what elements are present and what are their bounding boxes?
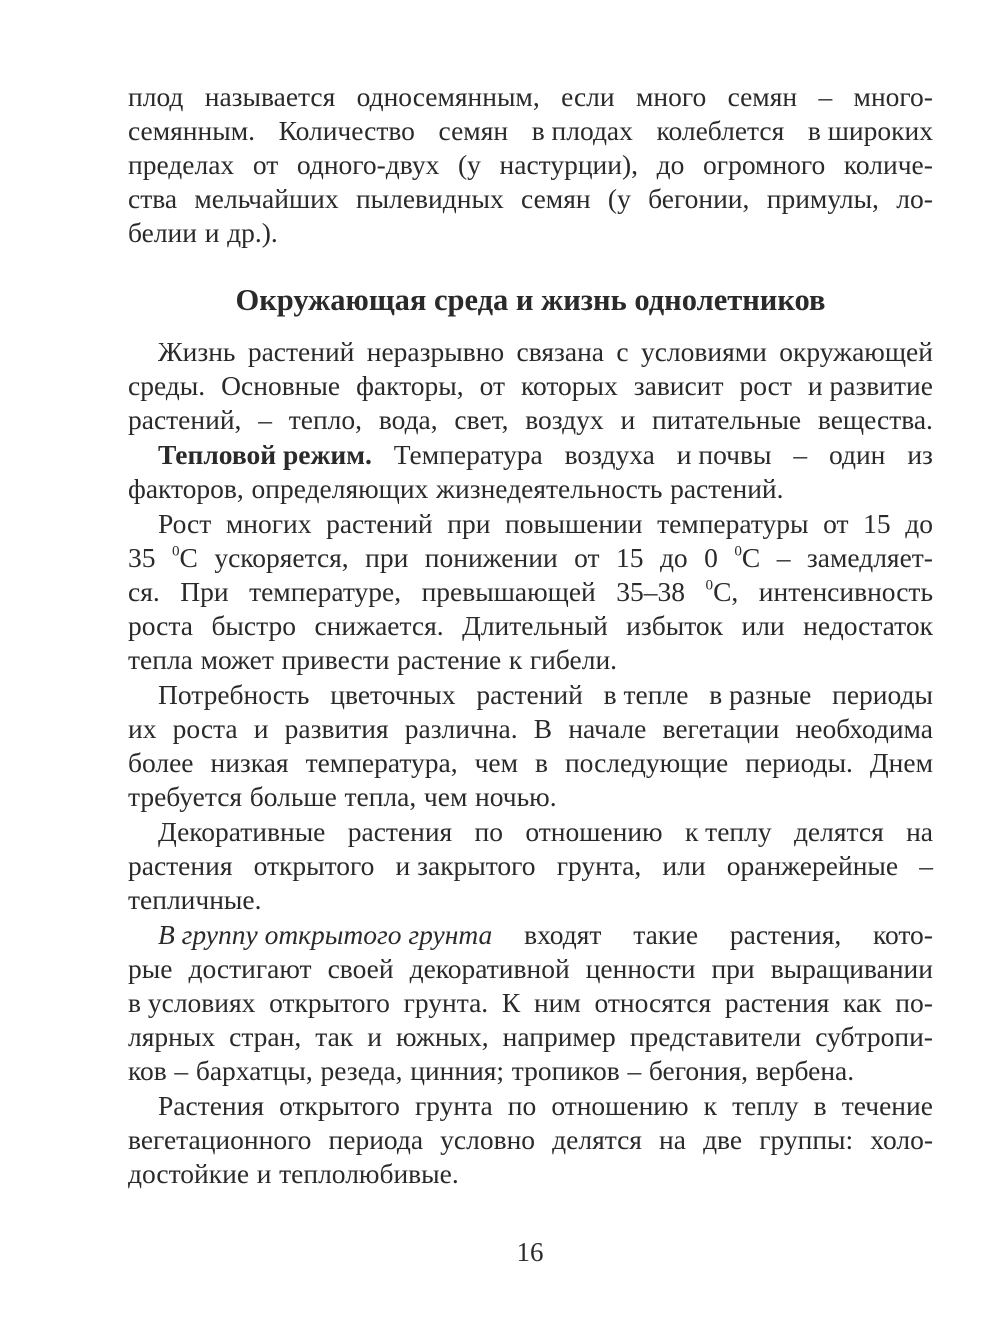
bold-lead-in: Тепловой режим.	[158, 439, 372, 470]
word: так	[315, 1021, 354, 1052]
word: на	[906, 816, 933, 847]
word: выращивании	[770, 953, 933, 984]
word: –	[627, 1055, 642, 1086]
word: к	[508, 644, 523, 675]
text-line	[128, 335, 933, 369]
text-line	[128, 815, 933, 849]
degree-mark: 0	[171, 543, 180, 560]
word: в	[813, 1090, 827, 1121]
word: больше	[249, 781, 337, 812]
word: факторы,	[356, 370, 464, 401]
para-thermal-regime	[128, 438, 933, 506]
word: –	[919, 850, 933, 881]
italic-lead-in: В группу открытого грунта	[158, 919, 493, 950]
word: Количество	[278, 115, 415, 146]
word: (у	[457, 149, 481, 180]
word: К	[501, 987, 521, 1018]
text-line	[128, 952, 933, 986]
text-line	[128, 746, 933, 780]
word: рые	[128, 953, 173, 984]
word: вещества.	[817, 404, 933, 435]
word: недостаток	[803, 610, 933, 641]
word: факторов,	[128, 473, 244, 504]
word: бегонии,	[648, 183, 750, 214]
word: декоративной	[409, 953, 570, 984]
word: один	[829, 439, 886, 470]
word: до	[659, 542, 688, 573]
word: открытого	[279, 1090, 400, 1121]
word: течение	[841, 1090, 933, 1121]
word: требуется	[128, 781, 243, 812]
word: вегетации	[662, 713, 780, 744]
word: достойкие	[128, 1158, 250, 1189]
text-line	[128, 575, 933, 609]
word: и	[620, 404, 636, 435]
text-line	[128, 182, 933, 216]
word: отношению	[525, 816, 663, 847]
word: как	[843, 987, 882, 1018]
word: развития	[284, 713, 389, 744]
word: воздух	[525, 404, 604, 435]
word: тепло,	[288, 404, 363, 435]
word: растения	[724, 987, 830, 1018]
word: стран,	[229, 1021, 302, 1052]
word: к	[703, 1090, 718, 1121]
word: Растения	[158, 1090, 265, 1121]
word: определяющих	[251, 473, 429, 504]
word: условиями	[640, 336, 767, 367]
word: многих	[225, 508, 312, 539]
word: с	[616, 336, 629, 367]
word: зависит	[633, 370, 724, 401]
word: их	[128, 713, 157, 744]
word: 0	[704, 542, 718, 573]
text-line	[128, 369, 933, 403]
word: от	[479, 370, 506, 401]
word: входят	[524, 919, 602, 950]
word: семян	[727, 81, 798, 112]
word: растение	[397, 644, 502, 675]
word: температуре,	[249, 576, 402, 607]
word: настурции),	[499, 149, 639, 180]
word: кото-	[873, 919, 933, 950]
word: много	[635, 81, 707, 112]
word: При	[180, 576, 229, 607]
word: рост	[739, 370, 792, 401]
word: ценности	[585, 953, 696, 984]
word: представители	[629, 1021, 802, 1052]
word: и	[367, 1021, 382, 1052]
word: до	[905, 508, 933, 539]
text-line	[128, 1020, 933, 1054]
word: роста	[172, 713, 238, 744]
para-intro	[128, 80, 933, 250]
word: растения,	[729, 919, 842, 950]
word: $^0$С	[171, 542, 198, 573]
text-line	[128, 148, 933, 182]
word: грунта	[414, 1090, 493, 1121]
text-line	[128, 541, 933, 575]
word: –	[258, 404, 272, 435]
word: ночью.	[475, 781, 557, 812]
word: тепла,	[344, 781, 417, 812]
word: 35	[128, 542, 156, 573]
word: различна.	[404, 713, 518, 744]
word: вода,	[378, 404, 438, 435]
word: Днем	[869, 747, 933, 778]
word: от	[574, 542, 600, 573]
word: одного-двух	[296, 149, 440, 180]
word: при	[711, 953, 755, 984]
word: открытого	[253, 850, 375, 881]
word: Основные	[221, 370, 341, 401]
word: пылевидных	[355, 183, 504, 214]
word: мельчайших	[194, 183, 339, 214]
word: по-	[895, 987, 933, 1018]
word: 15	[863, 508, 891, 539]
word: колеблется	[656, 115, 785, 146]
word: до	[656, 149, 685, 180]
text-line	[128, 780, 933, 814]
word: в тепле	[603, 679, 689, 710]
word: тепла	[128, 644, 193, 675]
text-line	[128, 883, 933, 917]
text-line	[128, 80, 933, 114]
text-line	[128, 1089, 933, 1123]
word: ускоряется,	[214, 542, 349, 573]
word: например	[502, 1021, 616, 1052]
word: растений	[476, 679, 583, 710]
word: начале	[568, 713, 647, 744]
word: холо-	[870, 1124, 933, 1155]
word: пределах	[128, 149, 235, 180]
word: которых	[521, 370, 618, 401]
word: неразрывно	[366, 336, 505, 367]
word: воздуха	[564, 439, 655, 470]
word: много-	[853, 81, 933, 112]
word: растений	[247, 336, 355, 367]
word: в плодах	[531, 115, 633, 146]
word: по	[474, 816, 504, 847]
word: оранжерейные	[726, 850, 899, 881]
para-open-ground-group	[128, 918, 933, 1088]
word: питательные	[651, 404, 802, 435]
word: тепличные.	[128, 884, 262, 915]
word: $^0$С,	[705, 576, 739, 607]
word: окружающей	[779, 336, 933, 367]
word: превышающей	[421, 576, 596, 607]
word: и почвы	[676, 439, 772, 470]
word: при	[365, 542, 409, 573]
text-line	[128, 643, 933, 677]
word: ло-	[896, 183, 933, 214]
word: растений	[326, 508, 433, 539]
para-decorative-division	[128, 815, 933, 917]
word: резеда,	[320, 1055, 403, 1086]
word: периоды	[832, 679, 933, 710]
word: периода	[328, 1124, 424, 1155]
word: В	[533, 713, 553, 744]
word: семян	[438, 115, 509, 146]
word: в условиях	[128, 987, 256, 1018]
word: избыток	[626, 610, 723, 641]
word: ся.	[128, 576, 160, 607]
word: др.).	[227, 217, 278, 248]
word: последующие	[564, 747, 729, 778]
text-line	[128, 507, 933, 541]
section-heading: Окружающая среда и жизнь однолетников	[235, 283, 826, 317]
word: –	[818, 81, 833, 112]
text-line	[128, 216, 933, 250]
text-line	[128, 114, 933, 148]
word: –	[776, 542, 791, 573]
para-growth-temperature	[128, 507, 933, 677]
page-body	[128, 80, 933, 1191]
word: 15	[615, 542, 644, 573]
word: огромного	[703, 149, 826, 180]
word: называется	[204, 81, 336, 112]
word: свет,	[454, 404, 509, 435]
word: лярных	[128, 1021, 216, 1052]
word: жизнедеятельность	[436, 473, 663, 504]
word: вербена.	[755, 1055, 855, 1086]
text-line	[128, 849, 933, 883]
word: от	[252, 149, 279, 180]
word: и	[204, 217, 220, 248]
word: и	[253, 713, 269, 744]
word: односемянным,	[356, 81, 540, 112]
text-line	[128, 1054, 933, 1088]
word: от	[823, 508, 849, 539]
page-number: 16	[516, 1237, 544, 1267]
word: бархатцы,	[195, 1055, 313, 1086]
word: по	[507, 1090, 537, 1121]
word: на	[659, 1124, 686, 1155]
text-line	[128, 678, 933, 712]
word: две	[703, 1124, 743, 1155]
word: (у	[607, 183, 631, 214]
text-line	[128, 712, 933, 746]
word: Потребность	[158, 679, 310, 710]
text-line	[128, 609, 933, 643]
word: 35–38	[616, 576, 686, 607]
word: относятся	[594, 987, 712, 1018]
word: может	[200, 644, 274, 675]
word: количе-	[843, 149, 933, 180]
word: или	[662, 850, 706, 881]
word: растения	[347, 816, 453, 847]
word: роста	[128, 610, 193, 641]
word: бегония,	[648, 1055, 749, 1086]
word: $^0$С	[734, 542, 761, 573]
word: и развитие	[807, 370, 933, 401]
text-line	[128, 438, 933, 472]
word: низкая	[210, 747, 289, 778]
word: цинния;	[410, 1055, 505, 1086]
word: теплу	[732, 1090, 799, 1121]
word: вегетационного	[128, 1124, 312, 1155]
word: интенсивность	[758, 576, 933, 607]
word: при	[447, 508, 491, 539]
word: привести	[281, 644, 390, 675]
word: и закрытого	[395, 850, 536, 881]
word: делятся	[793, 816, 884, 847]
word: семянным.	[128, 115, 255, 146]
word: плод	[128, 81, 184, 112]
word: грунта,	[556, 850, 642, 881]
word: открытого	[269, 987, 390, 1018]
degree-mark: 0	[705, 577, 714, 594]
word: Рост	[158, 508, 212, 539]
word: Декоративные	[158, 816, 326, 847]
word: Температура	[393, 439, 543, 470]
word: в широких	[807, 115, 933, 146]
degree-mark: 0	[734, 543, 742, 560]
word: понижении	[424, 542, 558, 573]
text-line	[128, 403, 933, 437]
word: более	[128, 747, 194, 778]
word: растений.	[670, 473, 784, 504]
word: –	[793, 439, 808, 470]
word: Длительный	[462, 610, 608, 641]
para-heat-needs	[128, 678, 933, 814]
word: грунта.	[403, 987, 489, 1018]
word: среды.	[128, 370, 206, 401]
word: снижается.	[314, 610, 444, 641]
word: Жизнь	[158, 336, 236, 367]
word: в	[534, 747, 548, 778]
word: примулы,	[766, 183, 879, 214]
word: периоды.	[745, 747, 853, 778]
word: необходима	[795, 713, 933, 744]
word: семян	[521, 183, 591, 214]
word: замедляет-	[806, 542, 933, 573]
word: повышении	[505, 508, 643, 539]
word: ков	[128, 1055, 167, 1086]
word: условно	[440, 1124, 536, 1155]
para-environment	[128, 335, 933, 437]
word: субтропи-	[815, 1021, 933, 1052]
word: чем	[474, 747, 519, 778]
word: температуры	[657, 508, 809, 539]
word: группы:	[759, 1124, 854, 1155]
text-line	[128, 986, 933, 1020]
word: такие	[633, 919, 699, 950]
text-line	[128, 1123, 933, 1157]
word: своей	[327, 953, 394, 984]
word: южных,	[395, 1021, 489, 1052]
word: из	[907, 439, 933, 470]
word: и	[256, 1158, 272, 1189]
word: если	[561, 81, 615, 112]
word: температура,	[305, 747, 458, 778]
word: достигают	[188, 953, 312, 984]
word: –	[174, 1055, 189, 1086]
word: делятся	[552, 1124, 642, 1155]
text-line	[128, 1157, 933, 1191]
word: цветочных	[330, 679, 456, 710]
word: отношению	[551, 1090, 689, 1121]
word: растения	[128, 850, 233, 881]
word: растений,	[128, 404, 242, 435]
word: связана	[516, 336, 604, 367]
word: или	[741, 610, 785, 641]
word: ним	[533, 987, 581, 1018]
word: ства	[128, 183, 178, 214]
word: быстро	[211, 610, 296, 641]
text-line	[128, 918, 933, 952]
word: к теплу	[684, 816, 772, 847]
word: теплолюбивые.	[279, 1158, 459, 1189]
word: в разные	[709, 679, 812, 710]
para-open-ground-heat	[128, 1089, 933, 1191]
word: чем	[423, 781, 468, 812]
word: гибели.	[529, 644, 618, 675]
text-line	[128, 472, 933, 506]
word: белии	[128, 217, 197, 248]
word: тропиков	[511, 1055, 620, 1086]
